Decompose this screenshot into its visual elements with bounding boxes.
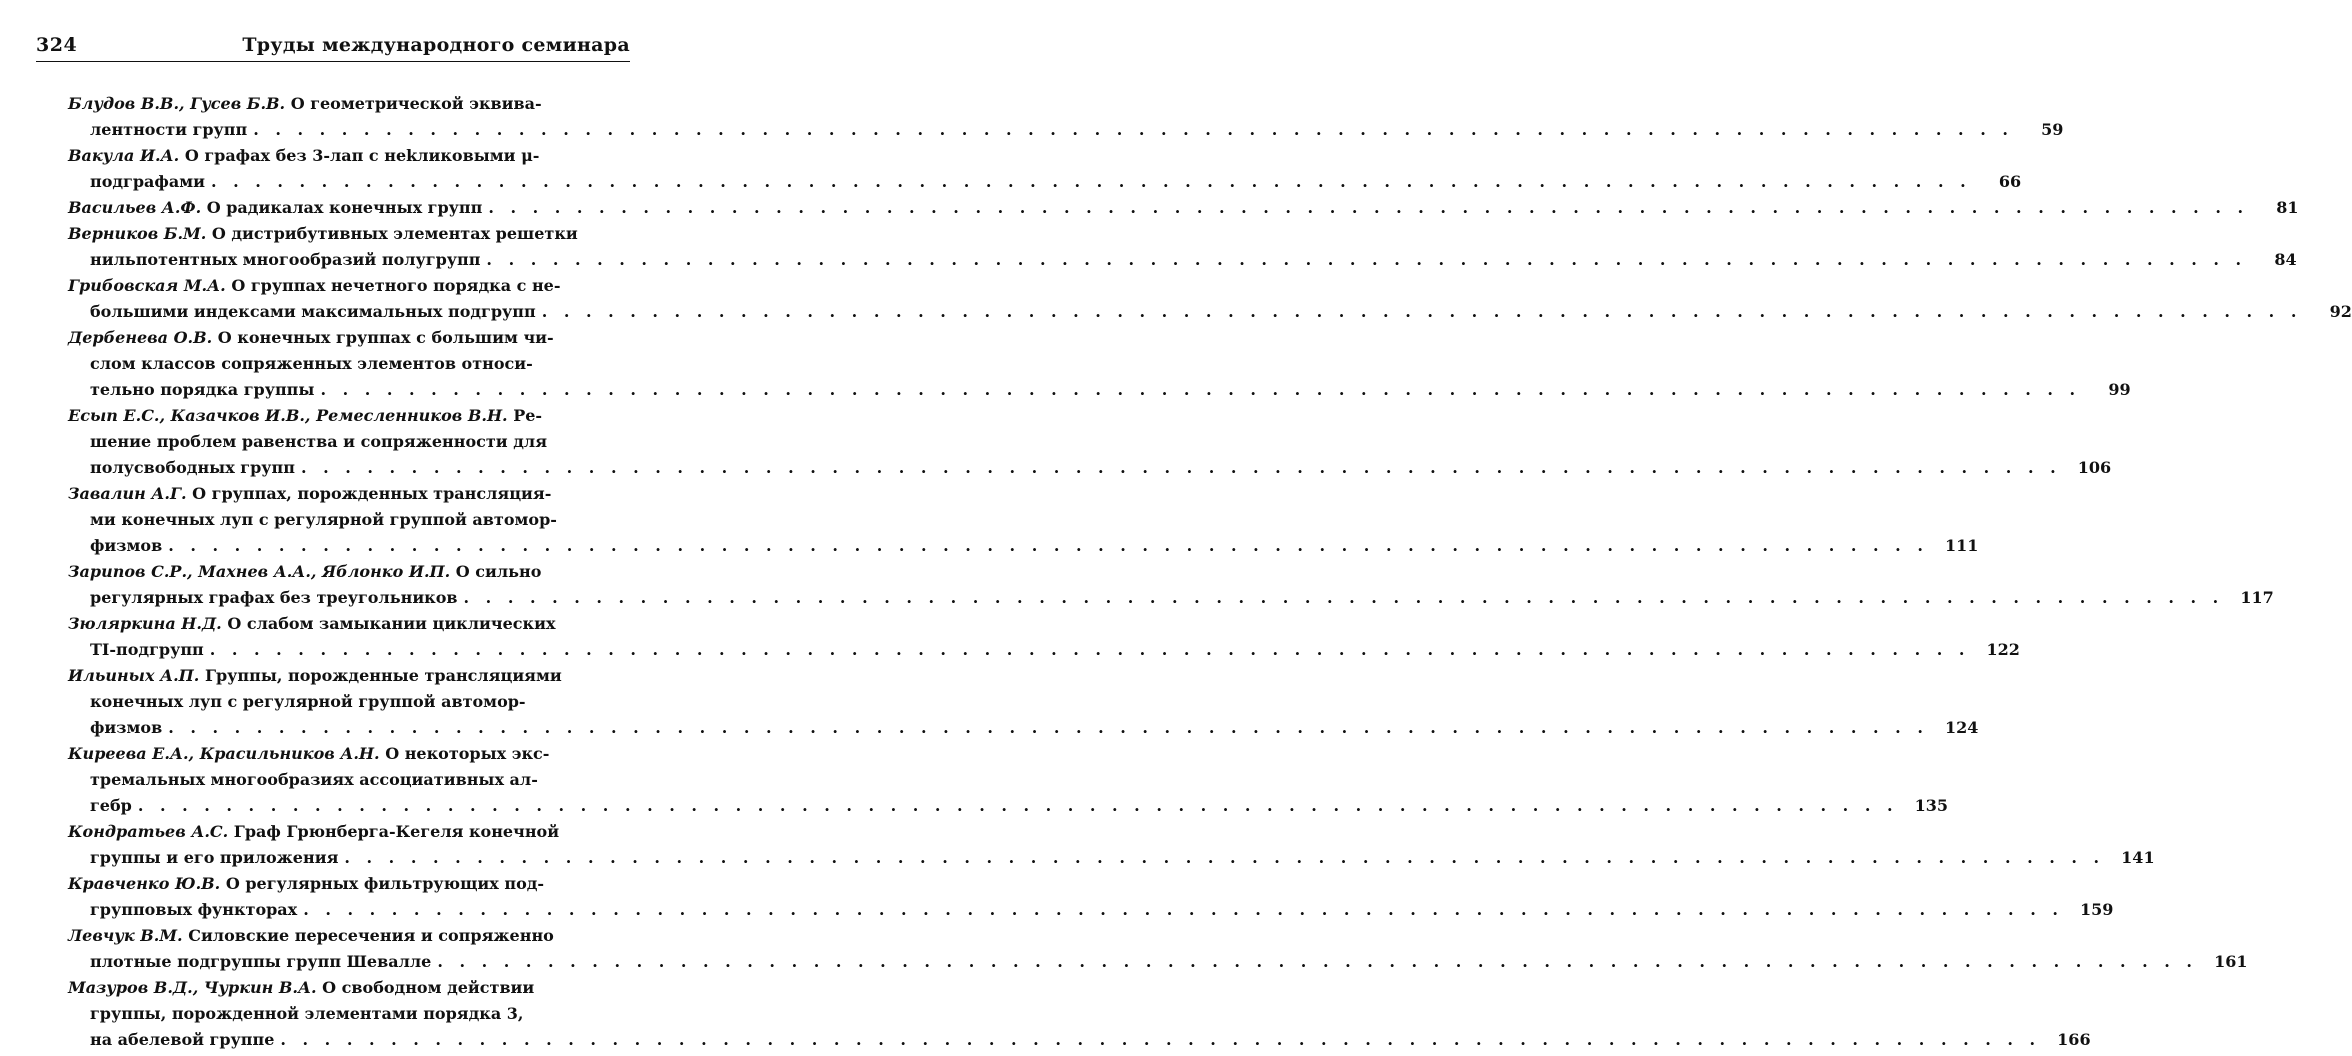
toc-entry-line: [68, 796, 1949, 822]
toc-entry-author: Верников Б.М.: [68, 224, 207, 243]
toc-entry-title: подграфами: [90, 172, 205, 191]
toc-entry-page: 122: [1986, 640, 2020, 659]
toc-entry-title: О группах нечетного порядка с не-: [231, 276, 561, 295]
dot-leader: . . . . . . . . . . . . . . . . . . . . . . . . . . . . . . . . . . . . . . . . . . . . . . . . . . . . . . . . . . . . . . . . . . . . . . . . . . . . . . . .: [541, 302, 2302, 321]
toc-entry-author: Ильиных А.П.: [68, 666, 200, 685]
toc-entry-title: шение проблем равенства и сопряженности для: [90, 432, 548, 451]
toc-entry-page: 99: [2108, 380, 2131, 399]
toc-entry: [68, 614, 2020, 666]
toc-entry: [68, 94, 2064, 146]
toc-entry-page: 81: [2276, 198, 2299, 217]
toc-entry-line: [68, 484, 626, 510]
dot-leader: . . . . . . . . . . . . . . . . . . . . . . . . . . . . . . . . . . . . . . . . . . . . . . . . . . . . . . . . . . . . . . . . . . . . . . . . . . . . . . . .: [344, 848, 2105, 867]
toc-entry-page: 66: [1998, 172, 2022, 191]
toc-entry-line: [68, 380, 2131, 406]
toc-entry-title: О конечных группах с большим чи-: [217, 328, 554, 347]
dot-leader: . . . . . . . . . . . . . . . . . . . . . . . . . . . . . . . . . . . . . . . . . . . . . . . . . . . . . . . . . . . . . . . . . . . . . . . . . . . . . . . .: [300, 458, 2062, 477]
toc-entry-line: [68, 770, 626, 796]
toc-entry-line: [68, 328, 626, 354]
dot-leader: . . . . . . . . . . . . . . . . . . . . . . . . . . . . . . . . . . . . . . . . . . . . . . . . . . . . . . . . . . . . . . . . . . . . . . . . . . . . . . . .: [488, 198, 2249, 217]
toc-entry-title: регулярных графах без треугольников: [90, 588, 458, 607]
toc-entry-author: Блудов В.В., Гусев Б.В.: [68, 94, 286, 113]
toc-entry-title: физмов: [90, 718, 163, 737]
dot-leader: . . . . . . . . . . . . . . . . . . . . . . . . . . . . . . . . . . . . . . . . . . . . . . . . . . . . . . . . . . . . . . . . . . . . . . . . . . . . . . . .: [320, 380, 2081, 399]
toc-entry-line: [68, 94, 626, 120]
toc-entry-title: группы и его приложения: [90, 848, 339, 867]
toc-entry-title: О группах, порожденных трансляция-: [192, 484, 552, 503]
toc-entry-line: [68, 458, 2112, 484]
dot-leader: . . . . . . . . . . . . . . . . . . . . . . . . . . . . . . . . . . . . . . . . . . . . . . . . . . . . . . . . . . . . . . . . . . . . . . . . . . . . . . . .: [168, 718, 1929, 737]
toc-entry-line: [68, 1004, 626, 1030]
dot-leader: . . . . . . . . . . . . . . . . . . . . . . . . . . . . . . . . . . . . . . . . . . . . . . . . . . . . . . . . . . . . . . . . . . . . . . . . . . . . . . . .: [209, 640, 1970, 659]
toc-entry-line: [68, 172, 2022, 198]
toc-entry-line: [68, 822, 626, 848]
page-header: [36, 32, 630, 62]
toc-entry: [68, 562, 2274, 614]
toc-entry-title: Граф Грюнберга-Кегеля конечной: [233, 822, 560, 841]
toc-entry-author: Завалин А.Г.: [68, 484, 187, 503]
toc-entry-author: Левчук В.М.: [68, 926, 183, 945]
dot-leader: . . . . . . . . . . . . . . . . . . . . . . . . . . . . . . . . . . . . . . . . . . . . . . . . . . . . . . . . . . . . . . . . . . . . . . . . . . . . . . . .: [210, 172, 1972, 191]
dot-leader: . . . . . . . . . . . . . . . . . . . . . . . . . . . . . . . . . . . . . . . . . . . . . . . . . . . . . . . . . . . . . . . . . . . . . . . . . . . . . . . .: [437, 952, 2198, 971]
toc-entry-line: [68, 146, 626, 172]
toc-entry-line: [68, 692, 626, 718]
toc-entry-line: [68, 666, 626, 692]
toc-entry-author: Грибовская М.А.: [68, 276, 226, 295]
toc-entry-title: TI-подгрупп: [90, 640, 204, 659]
toc-entry-title: Силовские пересечения и сопряженно: [188, 926, 554, 945]
dot-leader: . . . . . . . . . . . . . . . . . . . . . . . . . . . . . . . . . . . . . . . . . . . . . . . . . . . . . . . . . . . . . . . . . . . . . . . . . . . . . . . .: [168, 536, 1929, 555]
toc-entry-line: [68, 900, 2114, 926]
toc-entry-line: [68, 354, 626, 380]
toc-entry-line: [68, 198, 2299, 224]
toc-entry: [68, 978, 2091, 1056]
toc-entry-line: [68, 718, 1979, 744]
toc-entry-title: О дистрибутивных элементах решетки: [211, 224, 578, 243]
toc-entry-line: [68, 432, 626, 458]
toc-entry-page: 166: [2057, 1030, 2091, 1049]
toc-entry-page: 141: [2121, 848, 2155, 867]
toc-entry-title: тельно порядка группы: [90, 380, 315, 399]
toc-entry-page: 111: [1944, 536, 1979, 555]
toc-entry-title: большими индексами максимальных подгрупп: [90, 302, 536, 321]
toc-entry-title: Группы, порожденные трансляциями: [204, 666, 562, 685]
toc-entry-page: 161: [2214, 952, 2248, 971]
toc-entry: [68, 744, 1949, 822]
toc-entry-title: физмов: [90, 536, 163, 555]
toc-entry: [68, 198, 2299, 224]
toc-entry-line: [68, 562, 626, 588]
toc-entry: [68, 822, 2155, 874]
toc-entry-title: О радикалах конечных групп: [206, 198, 483, 217]
dot-leader: . . . . . . . . . . . . . . . . . . . . . . . . . . . . . . . . . . . . . . . . . . . . . . . . . . . . . . . . . . . . . . . . . . . . . . . . . . . . . . . .: [253, 120, 2014, 139]
toc-entry-line: [68, 848, 2155, 874]
page-number: 324: [36, 34, 78, 56]
toc-entry: [68, 874, 2114, 926]
toc-entry-line: [68, 588, 2274, 614]
dot-leader: . . . . . . . . . . . . . . . . . . . . . . . . . . . . . . . . . . . . . . . . . . . . . . . . . . . . . . . . . . . . . . . . . . . . . . . . . . . . . . . .: [463, 588, 2224, 607]
toc-entry-page: 159: [2080, 900, 2114, 919]
toc-entry-author: Вакула И.А.: [68, 146, 180, 165]
toc-entry-title: нильпотентных многообразий полугрупп: [90, 250, 481, 269]
toc-entry-author: Кондратьев А.С.: [68, 822, 229, 841]
toc-entry-title: О геометрической эквива-: [290, 94, 542, 113]
toc-entry-title: О регулярных фильтрующих под-: [225, 874, 545, 893]
toc-entry-title: лентности групп: [90, 120, 248, 139]
toc-entry-line: [68, 120, 2064, 146]
toc-entry-author: Есып Е.С., Казачков И.В., Ремесленников В.Н.: [68, 406, 508, 425]
toc-entry-title: плотные подгруппы групп Шевалле: [90, 952, 432, 971]
table-of-contents: [68, 94, 2352, 1056]
toc-entry-line: [68, 926, 626, 952]
toc-entry-title: слом классов сопряженных элементов относи-: [90, 354, 533, 373]
toc-entry-line: [68, 640, 2020, 666]
toc-entry-page: 135: [1914, 796, 1949, 815]
toc-entry-line: [68, 510, 626, 536]
toc-entry-line: [68, 224, 626, 250]
toc-entry-title: групповых функторах: [90, 900, 298, 919]
toc-entry-line: [68, 1030, 2091, 1056]
toc-entry: [68, 484, 1979, 562]
header-rule: [36, 61, 630, 62]
toc-entry: [68, 276, 2352, 328]
toc-entry-title: О некоторых экс-: [385, 744, 550, 763]
toc-entry: [68, 666, 1979, 744]
toc-entry-title: Ре-: [513, 406, 543, 425]
toc-entry-title: О графах без 3-лап с неkликовыми μ-: [184, 146, 540, 165]
toc-entry-page: 92: [2329, 302, 2352, 321]
toc-entry-title: О сильно: [455, 562, 542, 581]
dot-leader: . . . . . . . . . . . . . . . . . . . . . . . . . . . . . . . . . . . . . . . . . . . . . . . . . . . . . . . . . . . . . . . . . . . . . . . . . . . . . . . .: [486, 250, 2247, 269]
toc-entry-page: 124: [1944, 718, 1979, 737]
toc-entry-author: Кравченко Ю.В.: [68, 874, 221, 893]
toc-entry: [68, 328, 2131, 406]
toc-entry-title: ми конечных луп с регулярной группой автомор-: [90, 510, 557, 529]
toc-entry: [68, 146, 2022, 198]
toc-entry-title: тремальных многообразиях ассоциативных ал-: [90, 770, 538, 789]
toc-entry-author: Киреева Е.А., Красильников А.Н.: [68, 744, 380, 763]
toc-entry-author: Зарипов С.Р., Махнев А.А., Яблонко И.П.: [68, 562, 451, 581]
toc-entry-page: 84: [2274, 250, 2297, 269]
toc-entry: [68, 224, 2297, 276]
toc-entry-line: [68, 250, 2297, 276]
toc-entry-line: [68, 614, 626, 640]
toc-entry-title: О слабом замыкании циклических: [227, 614, 556, 633]
toc-entry-line: [68, 874, 626, 900]
toc-entry-line: [68, 302, 2352, 328]
toc-entry-page: 106: [2077, 458, 2112, 477]
toc-entry: [68, 926, 2248, 978]
toc-entry-line: [68, 536, 1979, 562]
toc-entry-line: [68, 406, 626, 432]
toc-entry-line: [68, 744, 626, 770]
toc-entry-title: на абелевой группе: [90, 1030, 275, 1049]
toc-entry: [68, 406, 2112, 484]
toc-entry-line: [68, 276, 626, 302]
dot-leader: . . . . . . . . . . . . . . . . . . . . . . . . . . . . . . . . . . . . . . . . . . . . . . . . . . . . . . . . . . . . . . . . . . . . . . . . . . . . . . . .: [303, 900, 2064, 919]
toc-entry-title: гебр: [90, 796, 132, 815]
toc-entry-title: конечных луп с регулярной группой автомор-: [90, 692, 526, 711]
toc-entry-author: Дербенева О.В.: [68, 328, 213, 347]
toc-entry-title: О свободном действии: [322, 978, 535, 997]
dot-leader: . . . . . . . . . . . . . . . . . . . . . . . . . . . . . . . . . . . . . . . . . . . . . . . . . . . . . . . . . . . . . . . . . . . . . . . . . . . . . . . .: [137, 796, 1899, 815]
toc-entry-line: [68, 952, 2248, 978]
toc-entry-page: 59: [2041, 120, 2064, 139]
toc-entry-page: 117: [2240, 588, 2274, 607]
toc-entry-author: Мазуров В.Д., Чуркин В.А.: [68, 978, 317, 997]
dot-leader: . . . . . . . . . . . . . . . . . . . . . . . . . . . . . . . . . . . . . . . . . . . . . . . . . . . . . . . . . . . . . . . . . . . . . . . . . . . . . . . .: [280, 1030, 2041, 1049]
toc-entry-title: группы, порожденной элементами порядка 3,: [90, 1004, 524, 1023]
toc-entry-title: полусвободных групп: [90, 458, 295, 477]
toc-entry-author: Зюляркина Н.Д.: [68, 614, 222, 633]
running-title: Труды международного семинара: [242, 34, 630, 56]
toc-entry-author: Васильев А.Ф.: [68, 198, 202, 217]
toc-entry-line: [68, 978, 626, 1004]
